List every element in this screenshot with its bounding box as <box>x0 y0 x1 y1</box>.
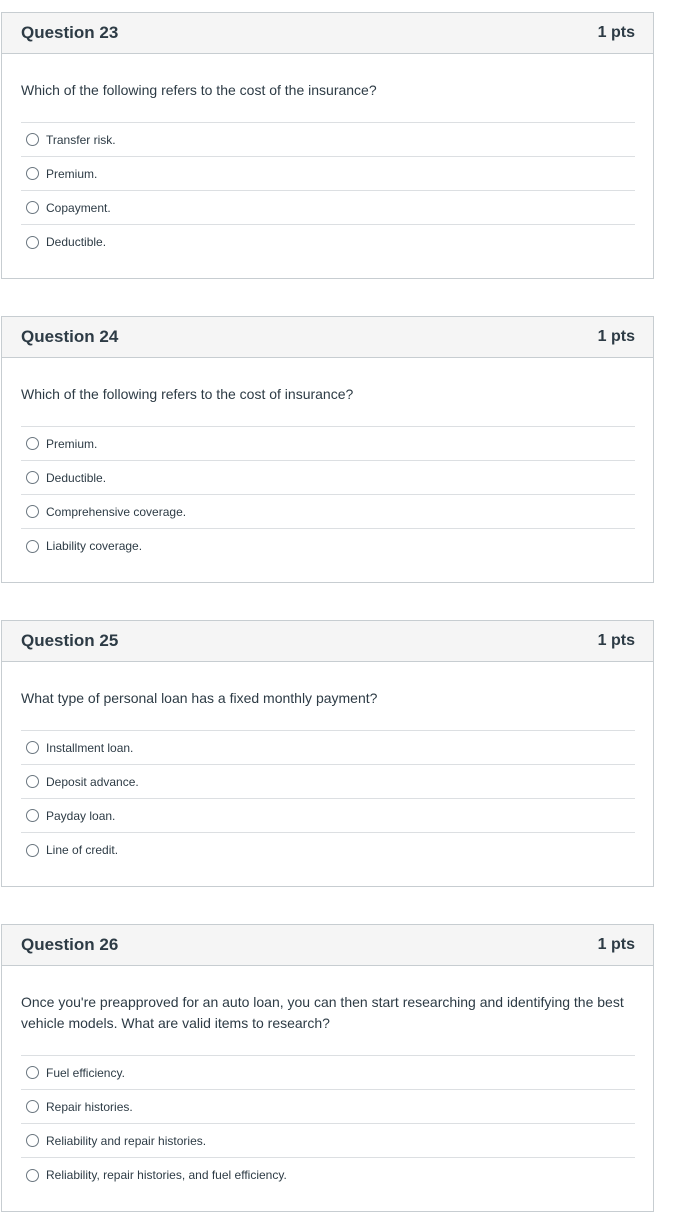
question-title: Question 25 <box>21 631 119 650</box>
answer-label: Repair histories. <box>46 1099 133 1114</box>
question-points: 1 pts <box>597 328 635 345</box>
radio-button[interactable] <box>26 775 39 788</box>
radio-button[interactable] <box>26 505 39 518</box>
radio-button[interactable] <box>26 236 39 249</box>
answer-label: Installment loan. <box>46 740 134 755</box>
answer-option[interactable] <box>21 799 635 833</box>
answer-option[interactable] <box>21 191 635 225</box>
answer-label: Copayment. <box>46 200 111 215</box>
radio-button[interactable] <box>26 1169 39 1182</box>
radio-button[interactable] <box>26 471 39 484</box>
answer-label: Liability coverage. <box>46 539 143 553</box>
answer-list <box>21 426 635 563</box>
question-header <box>2 13 653 54</box>
question-text: Which of the following refers to the cost of insurance? <box>21 386 354 402</box>
radio-button[interactable] <box>26 741 39 754</box>
question-header <box>2 925 653 966</box>
answer-option[interactable] <box>21 731 635 765</box>
question-23 <box>1 12 654 279</box>
answer-option[interactable] <box>21 123 635 157</box>
answer-option[interactable] <box>21 765 635 799</box>
question-title: Question 23 <box>21 23 119 42</box>
answer-option[interactable] <box>21 1124 635 1158</box>
question-points: 1 pts <box>597 24 635 41</box>
radio-button[interactable] <box>26 1134 39 1147</box>
answer-label: Reliability, repair histories, and fuel efficiency. <box>46 1168 287 1182</box>
question-header <box>2 621 653 662</box>
answer-label: Transfer risk. <box>46 132 116 147</box>
question-points: 1 pts <box>597 632 635 649</box>
answer-option[interactable] <box>21 225 635 259</box>
answer-list <box>21 122 635 259</box>
answer-label: Deductible. <box>46 470 107 485</box>
answer-label: Premium. <box>46 436 98 451</box>
answer-label: Reliability and repair histories. <box>46 1133 207 1148</box>
answer-list <box>21 1055 635 1192</box>
answer-option[interactable] <box>21 461 635 495</box>
answer-label: Payday loan. <box>46 808 116 823</box>
answer-option[interactable] <box>21 1090 635 1124</box>
answer-option[interactable] <box>21 1158 635 1192</box>
question-header <box>2 317 653 358</box>
question-title: Question 24 <box>21 327 119 346</box>
answer-option[interactable] <box>21 833 635 867</box>
radio-button[interactable] <box>26 167 39 180</box>
answer-label: Deductible. <box>46 235 107 249</box>
radio-button[interactable] <box>26 540 39 553</box>
answer-option[interactable] <box>21 427 635 461</box>
answer-option[interactable] <box>21 157 635 191</box>
question-text: Once you're preapproved for an auto loan, you can then start researching and identifying the best vehicle models. What are valid items to research? <box>21 994 624 1031</box>
question-title: Question 26 <box>21 935 119 954</box>
answer-label: Premium. <box>46 166 98 181</box>
answer-option[interactable] <box>21 529 635 563</box>
question-24 <box>1 316 654 583</box>
answer-label: Fuel efficiency. <box>46 1065 125 1080</box>
question-text: Which of the following refers to the cost of the insurance? <box>21 82 377 98</box>
answer-label: Line of credit. <box>46 843 119 857</box>
answer-list <box>21 730 635 867</box>
radio-button[interactable] <box>26 133 39 146</box>
question-25 <box>1 620 654 887</box>
answer-label: Comprehensive coverage. <box>46 504 187 519</box>
radio-button[interactable] <box>26 809 39 822</box>
question-text: What type of personal loan has a fixed monthly payment? <box>21 690 378 706</box>
radio-button[interactable] <box>26 1100 39 1113</box>
radio-button[interactable] <box>26 437 39 450</box>
question-points: 1 pts <box>597 936 635 953</box>
radio-button[interactable] <box>26 201 39 214</box>
answer-option[interactable] <box>21 1056 635 1090</box>
radio-button[interactable] <box>26 844 39 857</box>
radio-button[interactable] <box>26 1066 39 1079</box>
answer-option[interactable] <box>21 495 635 529</box>
answer-label: Deposit advance. <box>46 774 139 789</box>
question-26 <box>1 924 654 1212</box>
